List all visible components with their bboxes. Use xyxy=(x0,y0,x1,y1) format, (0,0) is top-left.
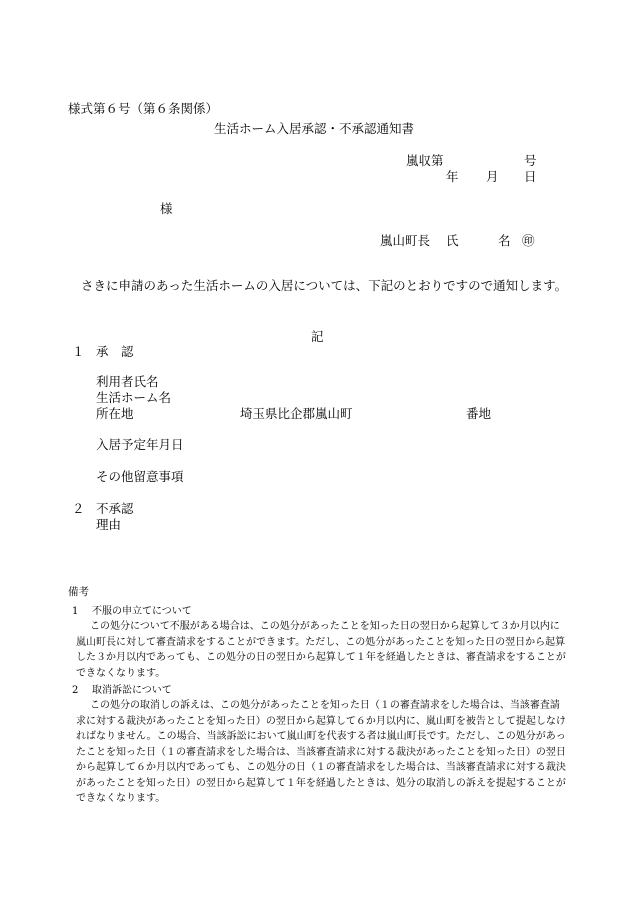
form-number: 様式第６号（第６条関係） xyxy=(68,101,219,116)
seal-mark: ㊞ xyxy=(522,233,535,248)
reference-suffix: 号 xyxy=(524,153,537,168)
date-year: 年 xyxy=(446,169,459,184)
note-2-number: 2 xyxy=(72,685,79,696)
rejection-reason-label: 理由 xyxy=(96,517,122,532)
rejection-heading: 不承認 xyxy=(96,501,134,516)
approval-number: １ xyxy=(72,344,85,359)
addressee-honorific: 様 xyxy=(160,201,173,216)
notification-body: さきに申請のあった生活ホームの入居については、下記のとおりですので通知します。 xyxy=(81,278,568,293)
rejection-number: ２ xyxy=(72,501,85,516)
home-name-label: 生活ホーム名 xyxy=(96,390,172,405)
issuer-name-label-2: 名 xyxy=(498,233,511,248)
issuer-title: 嵐山町長 xyxy=(380,233,431,248)
document-title: 生活ホーム入居承認・不承認通知書 xyxy=(214,121,415,136)
notes-heading: 備考 xyxy=(68,586,89,598)
note-1-number: 1 xyxy=(72,606,79,617)
location-label: 所在地 xyxy=(96,406,134,421)
reference-prefix: 嵐収第 xyxy=(406,153,444,168)
note-1-title: 不服の申立てについて xyxy=(92,606,192,617)
note-1-text: この処分について不服がある場合は、この処分があったことを知った日の翌日から起算して３か月以内に嵐山町長に対して審査請求をすることができます。ただし、この処分があったことを知った日の翌日から起算した３か月以内であっても、この処分の日の翌日から起算して１年を経過したときは、審査請求をすることができなくなります。 xyxy=(76,621,566,679)
move-in-date-label: 入居予定年月日 xyxy=(96,437,184,452)
location-value: 埼玉県比企郡嵐山町 xyxy=(240,406,353,421)
approval-heading: 承 認 xyxy=(96,344,134,359)
user-name-label: 利用者氏名 xyxy=(96,374,159,389)
note-2-text: この処分の取消しの訴えは、この処分があったことを知った日（１の審査請求をした場合は、当該審査請求に対する裁決があったことを知った日）の翌日から起算して６か月以内に、嵐山町を被告として提起しなければなりません。この場合、当該訴訟において嵐山町を代表する者は嵐山町長です。ただし、この処分があったことを知った日（１の審査請求をした場合は、当該審査請求に対する裁決があったことを知った日）の翌日から起算して６か月以内であっても、この処分の日（１の審査請求をした場合は、当該審査請求に対する裁決があったことを知った日）の翌日から起算して１年を経過したときは、処分の取消しの訴えを提起することができなくなります。 xyxy=(76,700,566,804)
note-2-title: 取消訴訟について xyxy=(92,685,172,696)
issuer-name-label-1: 氏 xyxy=(446,233,459,248)
date-day: 日 xyxy=(524,169,537,184)
ki-heading: 記 xyxy=(311,329,324,344)
other-notes-label: その他留意事項 xyxy=(96,469,184,484)
banchi-label: 番地 xyxy=(466,406,492,421)
date-month: 月 xyxy=(486,169,499,184)
